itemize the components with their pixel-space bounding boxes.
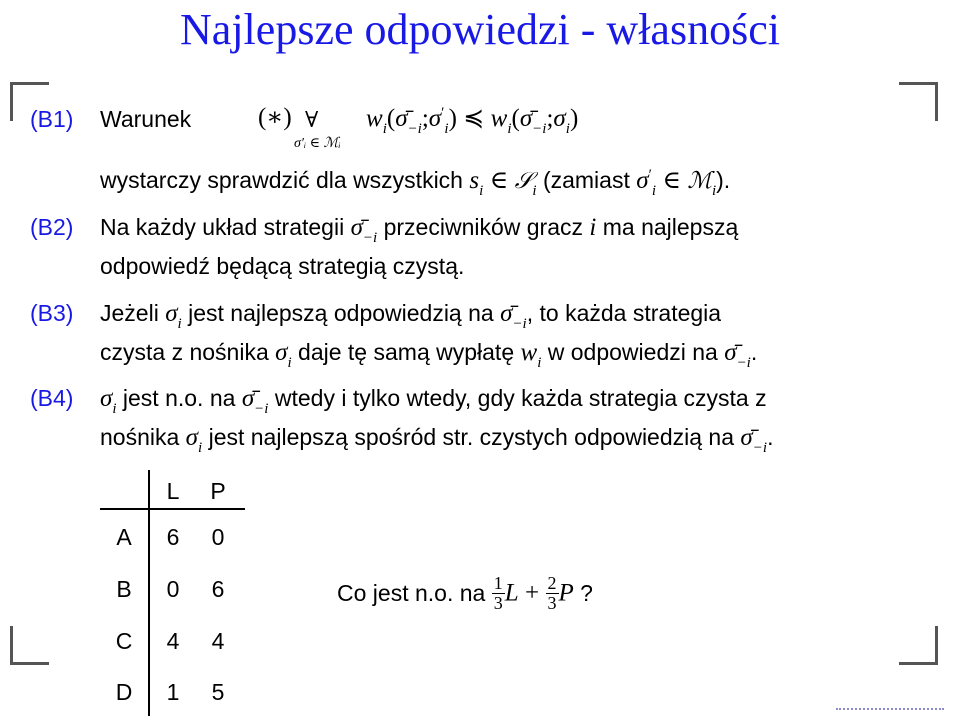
row-label-a: A xyxy=(116,524,132,550)
item-label-b4: (B4) xyxy=(30,385,74,411)
cell-a-l: 6 xyxy=(166,524,180,550)
forall-range: σ′ᵢ ∈ ℳᵢ xyxy=(294,136,341,151)
b1-condition-word: Warunek xyxy=(100,106,192,132)
item-label-b1: (B1) xyxy=(30,106,74,132)
b3-line-2: czysta z nośnika $\sigma_i$ daje tę samą wypłatę $w_i$ w odpowiedzi na $\sigmā_{-i}$. xyxy=(100,339,758,371)
column-header-p: P xyxy=(210,478,226,504)
table-horizontal-rule xyxy=(100,508,245,510)
b1-star-label: (∗) xyxy=(258,104,292,131)
forall-symbol: ∀ xyxy=(305,108,319,133)
b2-line-2: odpowiedź będącą strategią czystą. xyxy=(100,253,465,279)
slide-title: Najlepsze odpowiedzi - własności xyxy=(180,5,780,54)
b1-inequality: $w_i(\sigmā_{-i};\sigma'_i)$ ≼ $w_i(\sigmā_{-i};\sigma_i)$ xyxy=(366,105,579,137)
cell-b-p: 6 xyxy=(211,576,225,602)
corner-mark-bottom-right xyxy=(899,626,938,665)
cell-c-p: 4 xyxy=(211,628,225,654)
fraction-one-third: $\frac{1}{3}$ xyxy=(493,573,503,613)
b4-line-2: nośnika $\sigma_i$ jest najlepszą spośród str. czystych odpowiedzią na $\sigmā_{-i}$. xyxy=(100,424,774,456)
b1-line-2: wystarczy sprawdzić dla wszystkich $s_i$ ∈ 𝒮$_i$ (zamiast $\sigma'_i$ ∈ ℳ$_i$). xyxy=(100,167,731,199)
navigation-dots[interactable] xyxy=(836,708,944,714)
b4-line-1: $\sigma_i$ jest n.o. na $\sigmā_{-i}$ wtedy i tylko wtedy, gdy każda strategia czysta z xyxy=(100,385,767,417)
fraction-two-thirds: $\frac{2}{3}$ xyxy=(547,573,557,613)
column-header-l: L xyxy=(166,478,180,504)
cell-d-p: 5 xyxy=(211,679,225,705)
mixed-strategy-question: Co jest n.o. na $\frac{1}{3}$ L + $\frac{2}{3}$ P ? xyxy=(337,573,593,613)
b2-line-1: Na każdy układ strategii $\sigmā_{-i}$ przeciwników gracz i ma najlepszą xyxy=(100,214,739,246)
row-label-d: D xyxy=(115,679,133,705)
item-label-b3: (B3) xyxy=(30,300,74,326)
table-vertical-rule xyxy=(148,470,150,716)
corner-mark-top-right xyxy=(899,82,938,121)
cell-c-l: 4 xyxy=(166,628,180,654)
row-label-b: B xyxy=(116,576,132,602)
cell-a-p: 0 xyxy=(211,524,225,550)
item-label-b2: (B2) xyxy=(30,214,74,240)
b3-line-1: Jeżeli $\sigma_i$ jest najlepszą odpowiedzią na $\sigmā_{-i}$, to każda strategia xyxy=(100,300,722,332)
cell-d-l: 1 xyxy=(166,679,180,705)
corner-mark-bottom-left xyxy=(10,626,49,665)
row-label-c: C xyxy=(115,628,133,654)
cell-b-l: 0 xyxy=(166,576,180,602)
